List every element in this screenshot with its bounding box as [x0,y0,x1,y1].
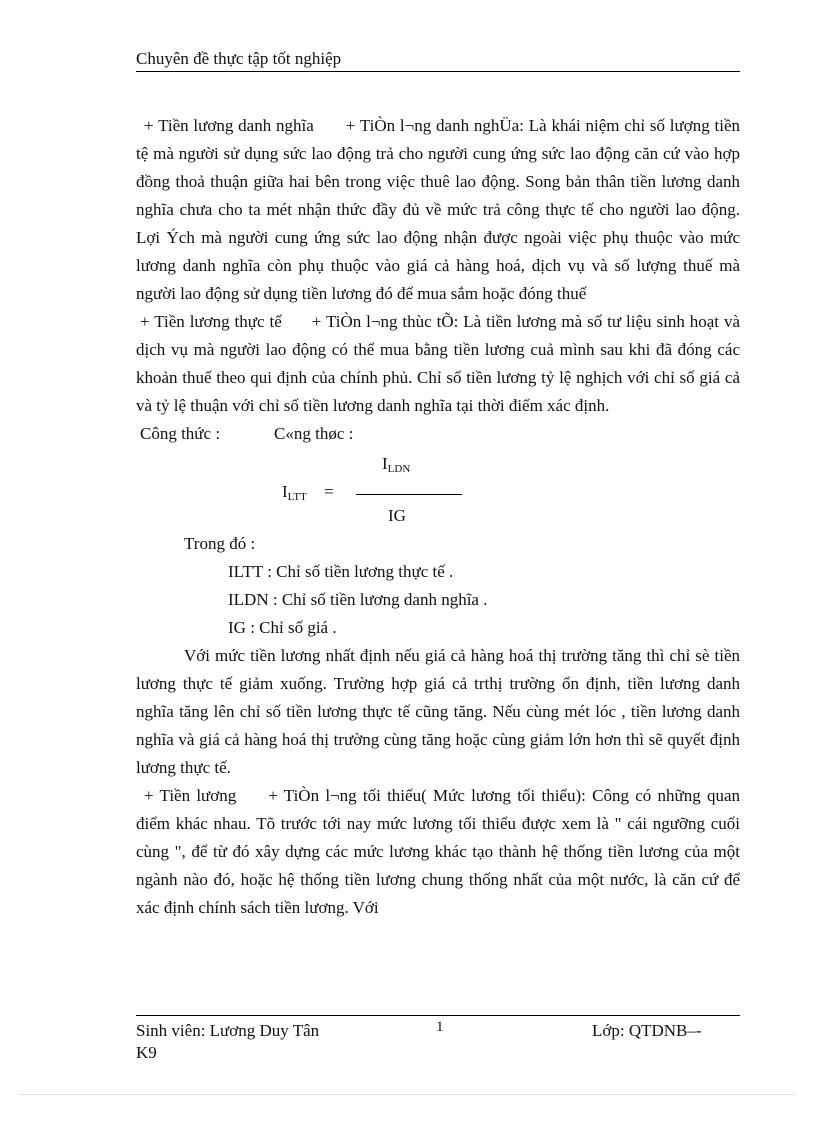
where-label: Trong đó : [184,534,256,553]
footer-class: Lớp: QTDNB–- [592,1021,702,1040]
real-wage-formula [136,448,740,530]
definition-nominal-wage: + TiÒn l¬ng danh nghÜa: Là khái niệm chỉ số lượng tiền tệ mà người sử dụng sức lao động trả cho người cung ứng sức lao động căn cứ vào hợp đồng thoả thuận giữa hai bên trong việc thuê lao động. Song bản thân tiền lương danh nghĩa chưa cho ta mét nhận thức đầy đủ về mức trả công thực tế cho người lao động. Lợi Ých mà người cung ứng sức lao động nhận được ngoài việc phụ thuộc vào mức lương danh nghĩa còn phụ thuộc vào giá cả hàng hoá, dịch vụ và số lượng thuế mà người lao động sử dụng tiền lương đó để mua sắm hoặc đóng thuế [136,116,740,303]
page-edge-divider [20,1094,796,1095]
header-title: Chuyên đề thực tập tốt nghiệp [136,49,342,68]
page-number: 1 [436,1019,444,1035]
formula-numerator: $I_{LDN}$ [382,454,411,475]
paragraph-price-effect: Với mức tiền lương nhất định nếu giá cả hàng hoá thị trường tăng thì chỉ sè tiền lương thực tế giảm xuống. Trường hợp giá cả trthị trường ổn định, tiền lương danh nghĩa tăng lên chỉ số tiền lương thực tế cũng tăng. Nếu cùng mét lóc , tiền lương danh nghĩa và giá cả hàng hoá thị trường cùng tăng hoặc cùng giảm lớn hơn thì sẽ quyết định lương thực tế. [136,646,740,777]
formula-label-line [136,420,740,448]
paragraph-minimum-wage [136,782,740,922]
page-header [136,48,740,72]
paragraph-real-wage [136,308,740,420]
term-real-wage: + Tiền lương thực tế [140,312,282,331]
definition-ildn: ILDN : Chỉ số tiền lương danh nghĩa . [228,590,488,609]
document-body [136,112,740,922]
fraction-bar [356,494,462,495]
paragraph-nominal-wage [136,112,740,308]
definition-minimum-wage: + TiÒn l¬ng tối thiểu( Mức lương tối thiểu): Công có những quan điểm khác nhau. Tõ trước tới nay mức lương tối thiểu được xem là " cái ngưỡng cuối cùng ", để từ đó xây dựng các mức lương khác tạo thành hệ thống tiền lương của một ngành nào đó, hoặc hệ thống tiền lương chung thống nhất của một nước, là căn cứ để xác định chính sách tiền lương. Với [136,786,740,917]
term-minimum-wage: + Tiền lương [144,786,237,805]
formula-equals: = [324,482,334,501]
footer-student: Sinh viên: Lương Duy Tân K9 [136,1021,320,1062]
definition-iltt: ILTT : Chỉ số tiền lương thực tế . [228,562,454,581]
definition-real-wage: + TiÒn l¬ng thùc tÕ: Là tiền lương mà số tư liệu sinh hoạt và dịch vụ mà người lao động có thể mua bằng tiền lương cuả mình sau khi đã đóng các khoản thuế theo qui định của chính phủ. Chỉ số tiền lương tỷ lệ nghịch với chỉ số giá cả và tỷ lệ thuận với chỉ số tiền lương danh nghĩa tại thời điểm xác định. [136,312,740,415]
formula-label-alt: C«ng thøc : [274,424,354,443]
definition-ig: IG : Chỉ số giá . [228,618,337,637]
page-footer [136,1015,740,1062]
term-nominal-wage: + Tiền lương danh nghĩa [144,116,314,135]
formula-label: Công thức : [140,424,221,443]
formula-denominator: IG [388,506,406,525]
formula-lhs: $I_{LTT}$ [282,482,307,503]
